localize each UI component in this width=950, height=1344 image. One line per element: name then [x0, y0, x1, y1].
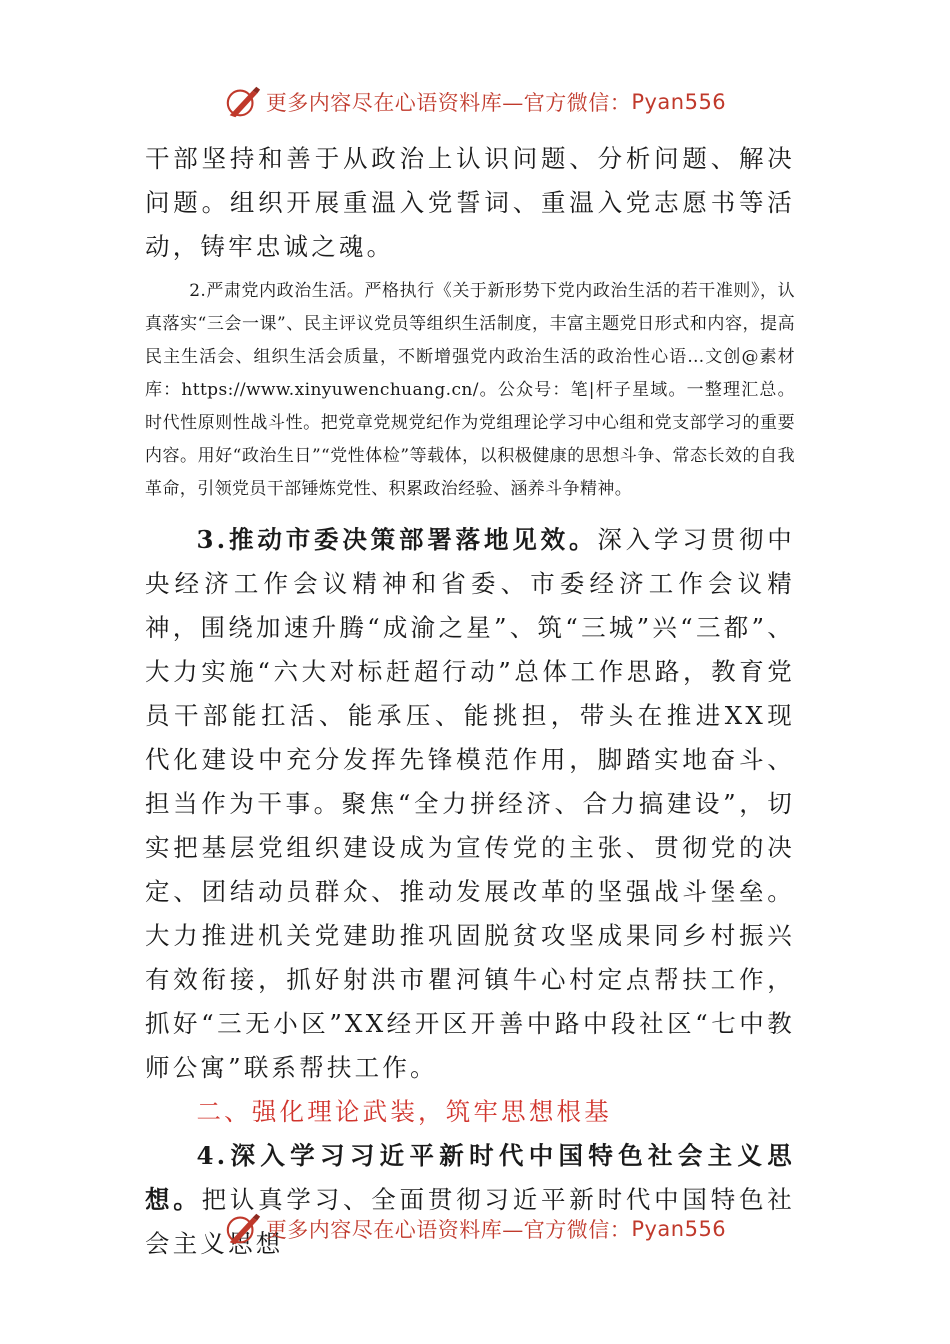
item-4-body: 把认真学习、全面贯彻习近平新时代中国特色社会主义思想 [145, 1185, 795, 1258]
item-3-title: 3.推动市委决策部署落地见效。 [196, 525, 598, 554]
banner-text: 更多内容尽在心语资料库—官方微信： [265, 1218, 632, 1242]
pen-in-circle-icon [224, 1210, 262, 1248]
item-4-title: 4.深入学习习近平新时代中国特色社会主义思想。 [145, 1141, 795, 1214]
document-body [145, 137, 795, 1266]
paragraph-continued: 干部坚持和善于从政治上认识问题、分析问题、解决问题。组织开展重温入党誓词、重温入党志愿书等活动，铸牢忠诚之魂。 [145, 144, 795, 261]
banner-wechat-id: Pyan556 [631, 1217, 727, 1241]
banner-text: 更多内容尽在心语资料库—官方微信： [265, 91, 632, 115]
paragraph-item-3 [145, 518, 795, 1090]
paragraph-item-2: 2.严肃党内政治生活。严格执行《关于新形势下党内政治生活的若干准则》，认真落实“三会一课”、民主评议党员等组织生活制度，丰富主题党日形式和内容，提高民主生活会、组织生活会质量，不断增强党内政治生活的政治性心语…文创@素材库：https://www.xinyuwenchuang.cn/。公众号：笔|杆子星域。一整理汇总。时代性原则性战斗性。把党章党规党纪作为党组理论学习中心组和党支部学习的重要内容。用好“政治生日”“党性体检”等载体，以积极健康的思想斗争、常态长效的自我革命，引领党员干部锤炼党性、积累政治经验、涵养斗争精神。 [145, 281, 795, 499]
section-heading: 二、强化理论武装，筑牢思想根基 [196, 1097, 612, 1126]
pen-in-circle-icon [224, 83, 262, 121]
banner-wechat-id: Pyan556 [631, 90, 727, 114]
header-watermark-banner [0, 80, 950, 124]
footer-watermark-banner [0, 1207, 950, 1251]
item-3-body: 深入学习贯彻中央经济工作会议精神和省委、市委经济工作会议精神，围绕加速升腾“成渝之星”、筑“三城”兴“三都”、大力实施“六大对标赶超行动”总体工作思路，教育党员干部能扛活、能承压、能挑担，带头在推进XX现代化建设中充分发挥先锋模范作用，脚踏实地奋斗、担当作为干事。聚焦“全力拼经济、合力搞建设”，切实把基层党组织建设成为宣传党的主张、贯彻党的决定、团结动员群众、推动发展改革的坚强战斗堡垒。大力推进机关党建助推巩固脱贫攻坚成果同乡村振兴有效衔接，抓好射洪市瞿河镇牛心村定点帮扶工作，抓好“三无小区”XX经开区开善中路中段社区“七中教师公寓”联系帮扶工作。 [145, 525, 796, 1082]
